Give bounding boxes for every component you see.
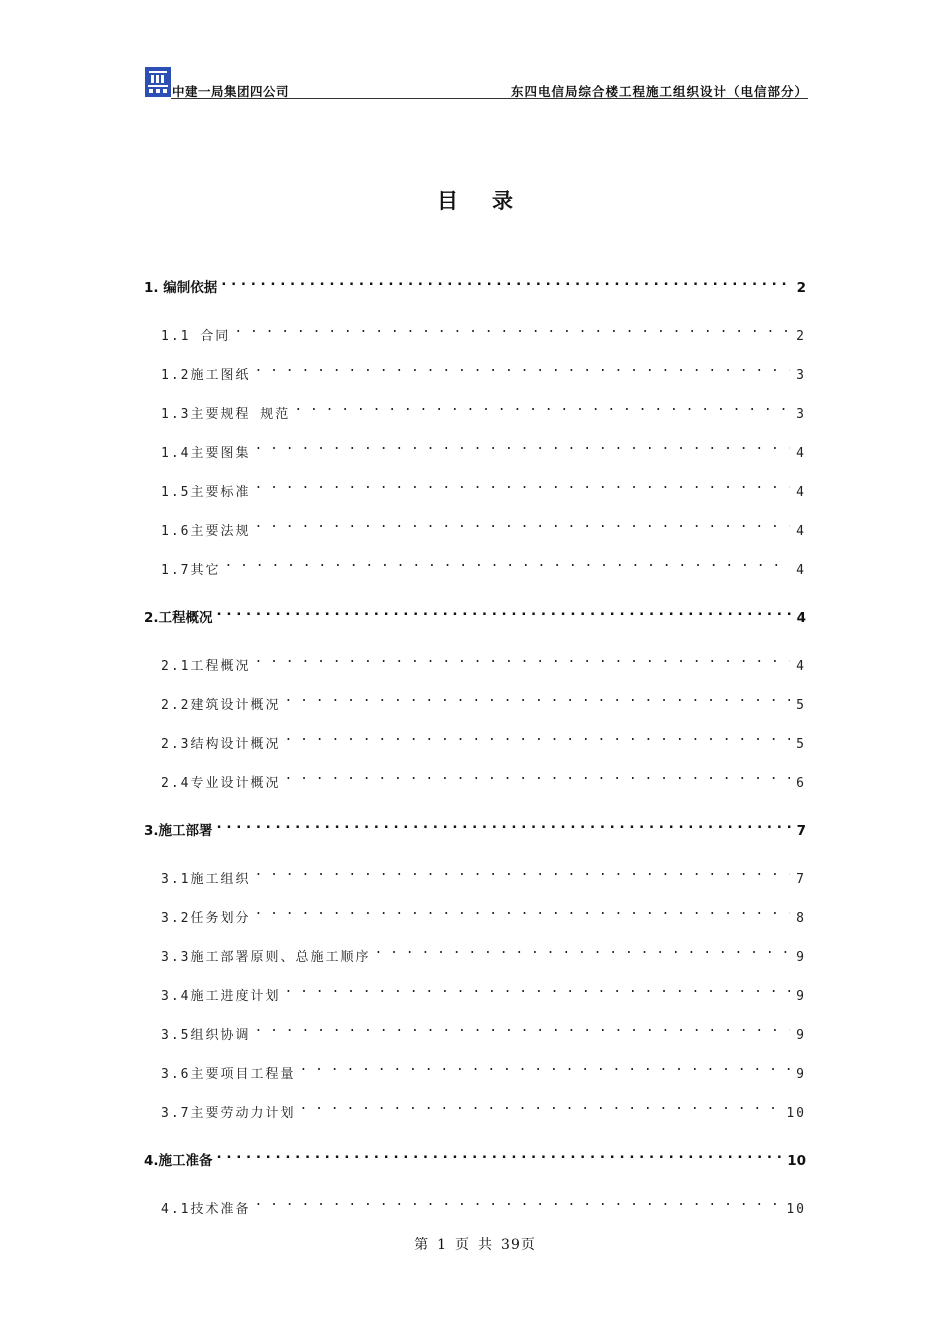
toc-subsection-entry[interactable] bbox=[161, 318, 806, 344]
toc-subsection-entry[interactable] bbox=[161, 1095, 806, 1121]
toc-entry-page-number: 9 bbox=[796, 989, 806, 1004]
company-name: 中建一局集团四公司 bbox=[172, 84, 290, 99]
toc-section-entry[interactable] bbox=[144, 600, 806, 626]
toc-entry-page-number: 8 bbox=[796, 911, 806, 926]
toc-entry-label: 2.4专业设计概况 bbox=[161, 776, 281, 791]
toc-dot-leader bbox=[284, 765, 790, 787]
project-title: 东四电信局综合楼工程施工组织设计（电信部分） bbox=[510, 84, 808, 99]
toc-entry-page-number: 2 bbox=[796, 329, 806, 344]
toc-entry-label: 2.1工程概况 bbox=[161, 659, 251, 674]
toc-dot-leader bbox=[217, 813, 791, 835]
toc-section-entry[interactable] bbox=[144, 1143, 806, 1169]
footer-prefix: 第 bbox=[414, 1237, 430, 1253]
header-divider bbox=[171, 98, 808, 99]
toc-entry-label: 2.工程概况 bbox=[144, 610, 213, 626]
toc-entry-page-number: 4 bbox=[796, 524, 806, 539]
toc-dot-leader bbox=[254, 648, 790, 670]
toc-entry-label: 2.2建筑设计概况 bbox=[161, 698, 281, 713]
toc-entry-page-number: 4 bbox=[796, 446, 806, 461]
toc-dot-leader bbox=[254, 1017, 790, 1039]
toc-dot-leader bbox=[254, 357, 790, 379]
footer-page-word: 页 bbox=[455, 1237, 471, 1253]
toc-entry-label: 1.7其它 bbox=[161, 563, 221, 578]
toc-entry-page-number: 10 bbox=[787, 1153, 806, 1169]
toc-entry-label: 3.3施工部署原则、总施工顺序 bbox=[161, 950, 371, 965]
toc-subsection-entry[interactable] bbox=[161, 435, 806, 461]
toc-subsection-entry[interactable] bbox=[161, 396, 806, 422]
toc-subsection-entry[interactable] bbox=[161, 474, 806, 500]
toc-section-entry[interactable] bbox=[144, 813, 806, 839]
footer-total-prefix: 共 bbox=[478, 1237, 494, 1253]
toc-entry-page-number: 7 bbox=[796, 872, 806, 887]
toc-entry-page-number: 10 bbox=[786, 1106, 806, 1121]
toc-entry-label: 4.施工准备 bbox=[144, 1153, 213, 1169]
toc-entry-page-number: 4 bbox=[796, 485, 806, 500]
toc-dot-leader bbox=[374, 939, 790, 961]
toc-entry-label: 4.1技术准备 bbox=[161, 1202, 251, 1217]
toc-subsection-entry[interactable] bbox=[161, 1056, 806, 1082]
toc-entry-label: 3.7主要劳动力计划 bbox=[161, 1106, 296, 1121]
toc-entry-label: 3.施工部署 bbox=[144, 823, 213, 839]
company-logo-icon bbox=[145, 67, 171, 97]
toc-subsection-entry[interactable] bbox=[161, 978, 806, 1004]
toc-dot-leader bbox=[254, 900, 790, 922]
toc-subsection-entry[interactable] bbox=[161, 900, 806, 926]
toc-entry-page-number: 10 bbox=[786, 1202, 806, 1217]
toc-entry-page-number: 9 bbox=[796, 1067, 806, 1082]
toc-entry-label: 3.5组织协调 bbox=[161, 1028, 251, 1043]
toc-subsection-entry[interactable] bbox=[161, 513, 806, 539]
toc-subsection-entry[interactable] bbox=[161, 726, 806, 752]
toc-entry-label: 3.1施工组织 bbox=[161, 872, 251, 887]
toc-dot-leader bbox=[254, 474, 790, 496]
toc-dot-leader bbox=[254, 435, 790, 457]
toc-dot-leader bbox=[294, 396, 790, 418]
toc-entry-page-number: 7 bbox=[796, 823, 806, 839]
toc-entry-label: 1.4主要图集 bbox=[161, 446, 251, 461]
toc-entry-label: 3.2任务划分 bbox=[161, 911, 251, 926]
page-header bbox=[145, 66, 808, 100]
toc-dot-leader bbox=[254, 513, 790, 535]
toc-subsection-entry[interactable] bbox=[161, 765, 806, 791]
toc-dot-leader bbox=[299, 1056, 790, 1078]
footer-current-page: 1 bbox=[437, 1237, 448, 1253]
toc-entry-page-number: 2 bbox=[796, 280, 806, 296]
toc-entry-page-number: 3 bbox=[796, 368, 806, 383]
toc-entry-page-number: 4 bbox=[796, 563, 806, 578]
toc-entry-label: 1.5主要标准 bbox=[161, 485, 251, 500]
toc-entry-page-number: 3 bbox=[796, 407, 806, 422]
toc-entry-page-number: 4 bbox=[796, 610, 806, 626]
toc-subsection-entry[interactable] bbox=[161, 552, 806, 578]
toc-entry-label: 1.3主要规程 规范 bbox=[161, 407, 291, 422]
toc-entry-page-number: 9 bbox=[796, 950, 806, 965]
toc-entry-label: 1. 编制依据 bbox=[144, 280, 218, 296]
toc-dot-leader bbox=[284, 978, 790, 1000]
toc-subsection-entry[interactable] bbox=[161, 687, 806, 713]
toc-entry-page-number: 5 bbox=[796, 698, 806, 713]
page-footer bbox=[0, 1234, 950, 1254]
toc-section-entry[interactable] bbox=[144, 270, 806, 296]
toc-subsection-entry[interactable] bbox=[161, 648, 806, 674]
toc-entry-label: 1.1 合同 bbox=[161, 329, 231, 344]
toc-dot-leader bbox=[284, 687, 790, 709]
toc-subsection-entry[interactable] bbox=[161, 861, 806, 887]
toc-entry-label: 1.2施工图纸 bbox=[161, 368, 251, 383]
toc-dot-leader bbox=[284, 726, 790, 748]
toc-dot-leader bbox=[217, 1143, 782, 1165]
toc-entry-label: 1.6主要法规 bbox=[161, 524, 251, 539]
toc-dot-leader bbox=[221, 270, 790, 292]
page-title: 目录 bbox=[437, 189, 547, 213]
toc-subsection-entry[interactable] bbox=[161, 357, 806, 383]
toc-subsection-entry[interactable] bbox=[161, 1191, 806, 1217]
toc-subsection-entry[interactable] bbox=[161, 939, 806, 965]
toc-dot-leader bbox=[217, 600, 791, 622]
toc-dot-leader bbox=[254, 1191, 780, 1213]
toc-dot-leader bbox=[224, 552, 790, 574]
toc-dot-leader bbox=[254, 861, 790, 883]
toc-entry-page-number: 6 bbox=[796, 776, 806, 791]
toc-entry-page-number: 4 bbox=[796, 659, 806, 674]
footer-total-pages: 39页 bbox=[501, 1237, 536, 1253]
toc-entry-label: 3.6主要项目工程量 bbox=[161, 1067, 296, 1082]
toc-entry-label: 3.4施工进度计划 bbox=[161, 989, 281, 1004]
toc-entry-label: 2.3结构设计概况 bbox=[161, 737, 281, 752]
toc-entry-page-number: 9 bbox=[796, 1028, 806, 1043]
toc-subsection-entry[interactable] bbox=[161, 1017, 806, 1043]
toc-dot-leader bbox=[234, 318, 790, 340]
toc-entry-page-number: 5 bbox=[796, 737, 806, 752]
toc-dot-leader bbox=[299, 1095, 780, 1117]
